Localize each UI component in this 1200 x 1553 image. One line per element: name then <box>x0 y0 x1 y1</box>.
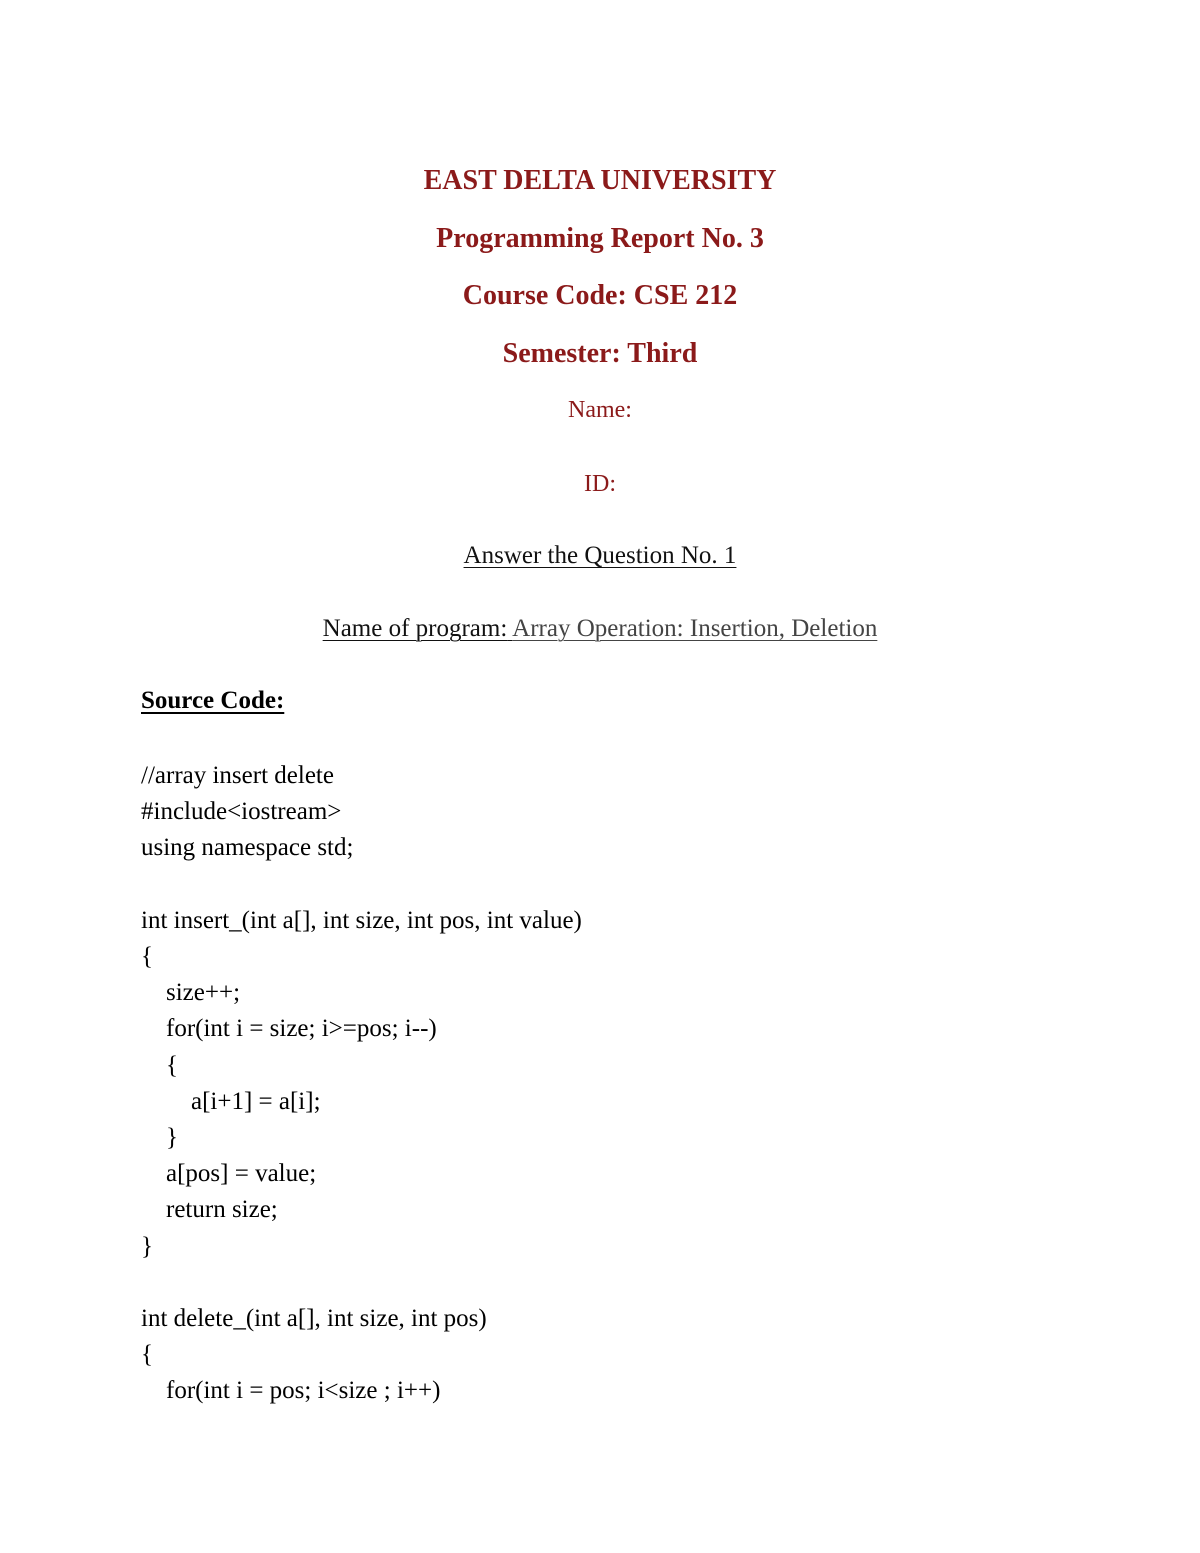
student-id-label: ID: <box>584 471 616 497</box>
student-name-label: Name: <box>568 397 632 423</box>
university-title: EAST DELTA UNIVERSITY <box>423 165 777 196</box>
program-label: Name of program: <box>322 615 508 642</box>
program-name: Array Operation: Insertion, Deletion <box>512 615 878 642</box>
course-code: Course Code: CSE 212 <box>462 280 738 311</box>
source-code-label: Source Code: <box>141 687 285 714</box>
program-heading <box>0 615 1200 643</box>
question-label: Answer the Question No. 1 <box>463 542 737 569</box>
report-title: Programming Report No. 3 <box>436 223 764 254</box>
question-heading <box>0 542 1200 570</box>
semester: Semester: Third <box>502 338 698 369</box>
source-code-block: //array insert delete #include<iostream> using namespace std; int insert_(int a[], int size, int pos, int value) { size++; for(int i = size; i>=pos; i--) { a[i+1] = a[i]; } a[pos] = value; return size; } int delete_(int a[], int size, int pos) { for(int i = pos; i<size ; i++) <box>141 762 582 1405</box>
